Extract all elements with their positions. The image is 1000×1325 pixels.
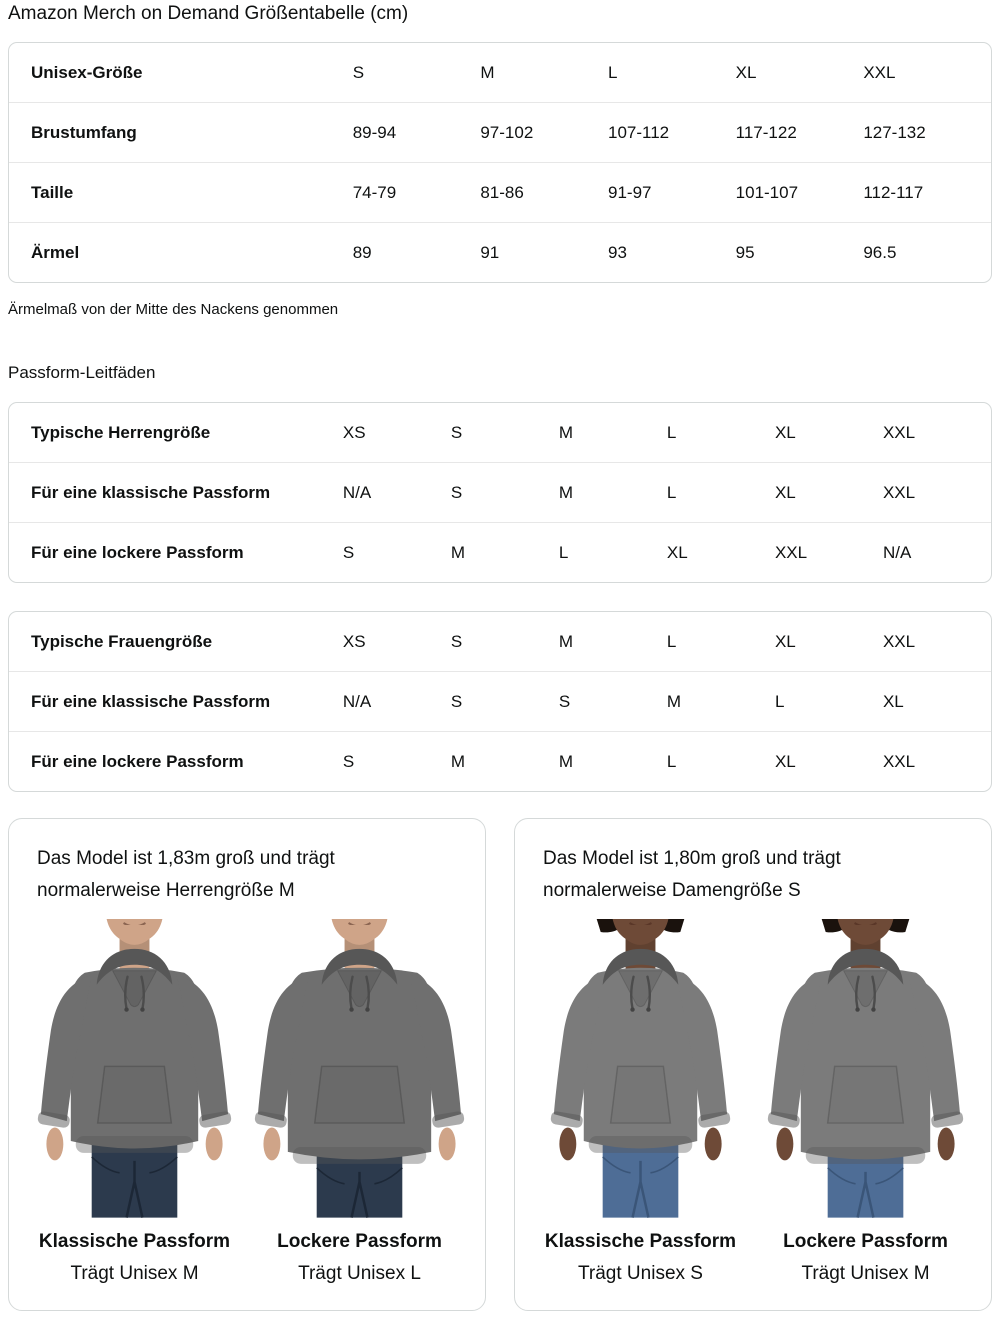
table-header-row: [9, 403, 991, 462]
table-header-label: Typische Herrengröße: [31, 423, 211, 442]
model-photo-male-loose: [250, 919, 469, 1218]
fit-label: Lockere Passform: [277, 1230, 442, 1252]
size-column-header: L: [608, 63, 618, 82]
figure-classic-fit: [531, 919, 750, 1286]
size-cell: XL: [774, 752, 796, 771]
size-cell: N/A: [342, 692, 372, 711]
table-header-row: [9, 43, 991, 102]
model-photo-female-loose: [756, 919, 975, 1218]
fit-guides-title: Passform-Leitfäden: [8, 363, 156, 382]
size-label: Trägt Unisex S: [578, 1262, 703, 1284]
measurement-cell: 95: [735, 243, 755, 262]
table-row-classic-fit: [9, 462, 991, 522]
figure-classic-fit: [25, 919, 244, 1286]
model-cards: [8, 818, 992, 1311]
size-cell: M: [558, 483, 574, 502]
men-fit-table: [8, 402, 992, 583]
size-cell: N/A: [342, 483, 372, 502]
measurement-cell: 96.5: [863, 243, 897, 262]
measurement-cell: 101-107: [735, 183, 799, 202]
size-cell: M: [450, 543, 466, 562]
size-column-header: XL: [774, 632, 796, 651]
size-column-header: S: [450, 423, 463, 442]
size-label: Trägt Unisex M: [801, 1262, 930, 1284]
size-column-header: S: [450, 632, 463, 651]
size-cell: M: [558, 752, 574, 771]
size-column-header: M: [558, 423, 574, 442]
measurement-cell: 93: [608, 243, 627, 262]
figure-group: [25, 919, 469, 1286]
measurement-cell: 97-102: [480, 123, 534, 142]
size-column-header: XS: [342, 423, 366, 442]
table-row-loose-fit: [9, 522, 991, 582]
size-cell: XL: [882, 692, 904, 711]
measurement-cell: 74-79: [352, 183, 397, 202]
row-label: Taille: [31, 183, 74, 202]
table-row-waist: [9, 162, 991, 222]
unisex-size-table: [8, 42, 992, 283]
model-card-women: [514, 818, 992, 1311]
figure-group: [531, 919, 975, 1286]
row-label: Für eine klassische Passform: [31, 692, 271, 711]
women-fit-table: [8, 611, 992, 792]
size-column-header: XXL: [882, 423, 916, 442]
measurement-cell: 89-94: [352, 123, 397, 142]
table-row-classic-fit: [9, 671, 991, 731]
fit-label: Lockere Passform: [783, 1230, 948, 1252]
measurement-cell: 127-132: [863, 123, 926, 142]
row-label: Für eine klassische Passform: [31, 483, 271, 502]
measurement-cell: 107-112: [608, 123, 670, 142]
measurement-cell: 91: [480, 243, 500, 262]
figure-loose-fit: [756, 919, 975, 1286]
model-description: Das Model ist 1,80m groß und trägt normalerweise Damengröße S: [543, 848, 841, 901]
model-photo-female-classic: [531, 919, 750, 1218]
measurement-cell: 89: [352, 243, 372, 262]
size-label: Trägt Unisex M: [70, 1262, 199, 1284]
row-label: Ärmel: [31, 243, 80, 262]
measurement-cell: 91-97: [608, 183, 652, 202]
size-label: Trägt Unisex L: [298, 1262, 421, 1284]
row-label: Für eine lockere Passform: [31, 752, 244, 771]
model-description: Das Model ist 1,83m groß und trägt normalerweise Herrengröße M: [37, 848, 335, 901]
size-column-header: XXL: [863, 63, 896, 82]
table-header-label: Typische Frauengröße: [31, 632, 213, 651]
size-cell: L: [558, 543, 569, 562]
figure-loose-fit: [250, 919, 469, 1286]
table-row-sleeve: [9, 222, 991, 282]
measurement-cell: 81-86: [480, 183, 524, 202]
size-cell: S: [342, 543, 355, 562]
size-cell: XXL: [882, 752, 916, 771]
measurement-cell: 112-117: [863, 183, 924, 202]
size-cell: L: [666, 752, 677, 771]
table-header-label: Unisex-Größe: [31, 63, 143, 82]
size-column-header: XL: [735, 63, 757, 82]
size-column-header: XL: [774, 423, 796, 442]
size-column-header: M: [558, 632, 574, 651]
size-column-header: XXL: [882, 632, 916, 651]
model-photo-male-classic: [25, 919, 244, 1218]
size-cell: N/A: [882, 543, 912, 562]
table-row-loose-fit: [9, 731, 991, 791]
model-card-men: [8, 818, 486, 1311]
size-cell: L: [774, 692, 785, 711]
fit-label: Klassische Passform: [544, 1230, 737, 1252]
size-column-header: XS: [342, 632, 366, 651]
row-label: Brustumfang: [31, 123, 137, 142]
sleeve-measure-footnote: Ärmelmaß von der Mitte des Nackens genommen: [8, 301, 339, 318]
size-cell: S: [342, 752, 355, 771]
size-cell: M: [450, 752, 466, 771]
fit-label: Klassische Passform: [38, 1230, 231, 1252]
size-cell: S: [450, 483, 463, 502]
size-cell: XXL: [882, 483, 916, 502]
table-row-chest: [9, 102, 991, 162]
measurement-cell: 117-122: [735, 123, 797, 142]
size-column-header: M: [480, 63, 495, 82]
table-header-row: [9, 612, 991, 671]
size-column-header: L: [666, 423, 677, 442]
size-cell: L: [666, 483, 677, 502]
page-title: Amazon Merch on Demand Größentabelle (cm): [8, 3, 409, 24]
size-column-header: S: [352, 63, 365, 82]
row-label: Für eine lockere Passform: [31, 543, 244, 562]
size-cell: M: [666, 692, 682, 711]
size-cell: XL: [774, 483, 796, 502]
size-cell: S: [450, 692, 463, 711]
size-cell: S: [558, 692, 571, 711]
size-column-header: L: [666, 632, 677, 651]
size-cell: XL: [666, 543, 688, 562]
size-cell: XXL: [774, 543, 808, 562]
